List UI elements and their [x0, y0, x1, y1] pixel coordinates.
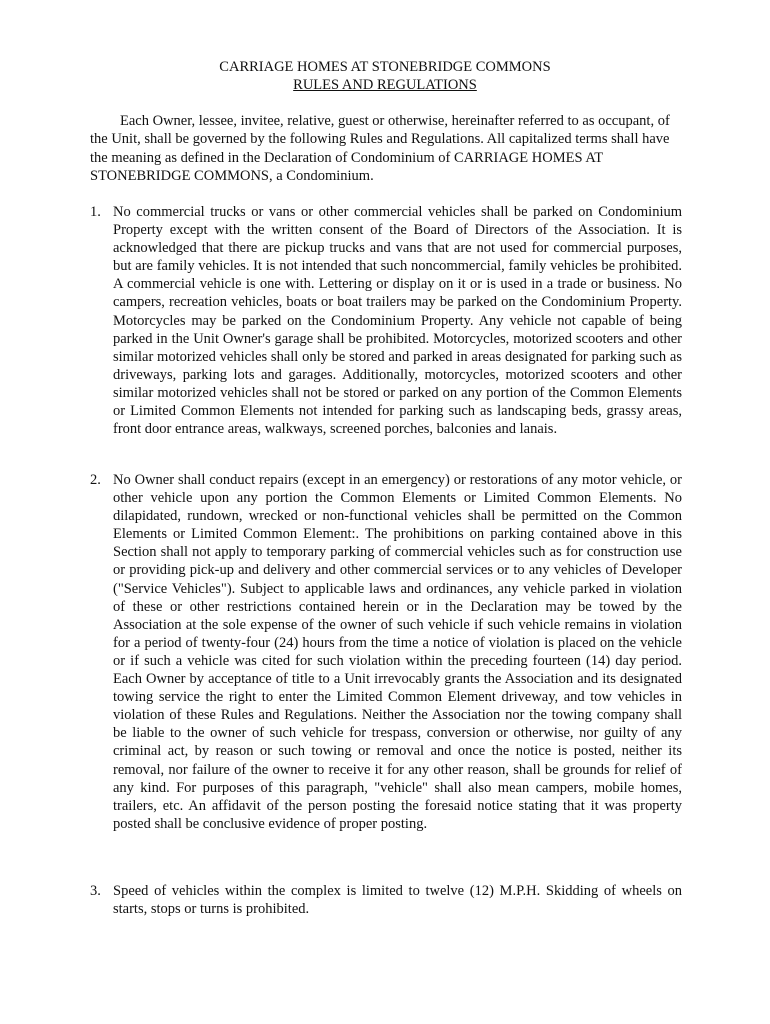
rule-text: No Owner shall conduct repairs (except in an emergency) or restorations of any motor vehicle, or other vehicle upon any portion the Common Elements or Limited Common Elements. No dilapidated, rundown, wrecked or non-functional vehicles shall be permitted on the Common Elements or Limited Common Element:. The prohibitions on parking contained above in this Section shall not apply to temporary parking of commercial vehicles such as for construction use or providing pick-up and delivery and other commercial services or to any vehicles of Developer ("Service Vehicles"). Subject to applicable laws and ordinances, any vehicle parked in violation of these or other restrictions contained herein or in the Declaration may be towed by the Association at the sole expense of the owner of such vehicle if such vehicle remains in violation for a period of twenty-four (24) hours from the time a notice of violation is placed on the vehicle or if such a vehicle was cited for such violation within the preceding fourteen (14) day period. Each Owner by acceptance of title to a Unit irrevocably grants the Association and its designated towing service the right to enter the Limited Common Element driveway, and tow vehicles in violation of these Rules and Regulations. Neither the Association nor the towing company shall be liable to the owner of such vehicle for trespass, conversion or otherwise, nor guilty of any criminal act, by reason or such towing or removal and once the notice is posted, neither its removal, nor failure of the owner to receive it for any other reason, shall be grounds for relief of any kind. For purposes of this paragraph, "vehicle" shall also mean campers, mobile homes, trailers, etc. An affidavit of the person posting the foresaid notice stating that it was property posted shall be conclusive evidence of proper posting. [113, 472, 682, 832]
rule-item [90, 203, 682, 438]
document-subtitle: RULES AND REGULATIONS [293, 77, 477, 93]
rule-item [90, 471, 682, 833]
document-title: CARRIAGE HOMES AT STONEBRIDGE COMMONS [219, 59, 551, 75]
rule-number: 3. [90, 883, 101, 899]
rule-number: 1. [90, 204, 101, 220]
rule-text: No commercial trucks or vans or other commercial vehicles shall be parked on Condominium Property except with the written consent of the Board of Directors of the Association. It is acknowledged that there are pickup trucks and vans that are not used for commercial purposes, but are family vehicles. It is not intended that such noncommercial, family vehicles be prohibited. A commercial vehicle is one with. Lettering or display on it or is used in a trade or business. No campers, recreation vehicles, boats or boat trailers may be parked on the Condominium Property. Motorcycles may be parked on the Condominium Property. Any vehicle not capable of being parked in the Unit Owner's garage shall be prohibited. Motorcycles, motorized scooters and other similar motorized vehicles shall only be stored and parked in areas designated for parking such as driveways, parking lots and garages. Additionally, motorcycles, motorized scooters and other similar motorized vehicles shall not be stored or parked on any portion of the Common Elements or Limited Common Elements not intended for parking such as landscaping beds, grassy areas, front door entrance areas, walkways, screened porches, balconies and lanais. [113, 204, 682, 438]
rule-item [90, 882, 682, 918]
intro-paragraph: Each Owner, lessee, invitee, relative, guest or otherwise, hereinafter referred to as occupant, of the Unit, shall be governed by the following Rules and Regulations. All capitalized terms shall have the meaning as defined in the Declaration of Condominium of CARRIAGE HOMES AT STONEBRIDGE COMMONS, a Condominium. [90, 113, 670, 184]
rule-text: Speed of vehicles within the complex is limited to twelve (12) M.P.H. Skidding of wheels on starts, stops or turns is prohibited. [113, 883, 682, 918]
rule-number: 2. [90, 472, 101, 488]
